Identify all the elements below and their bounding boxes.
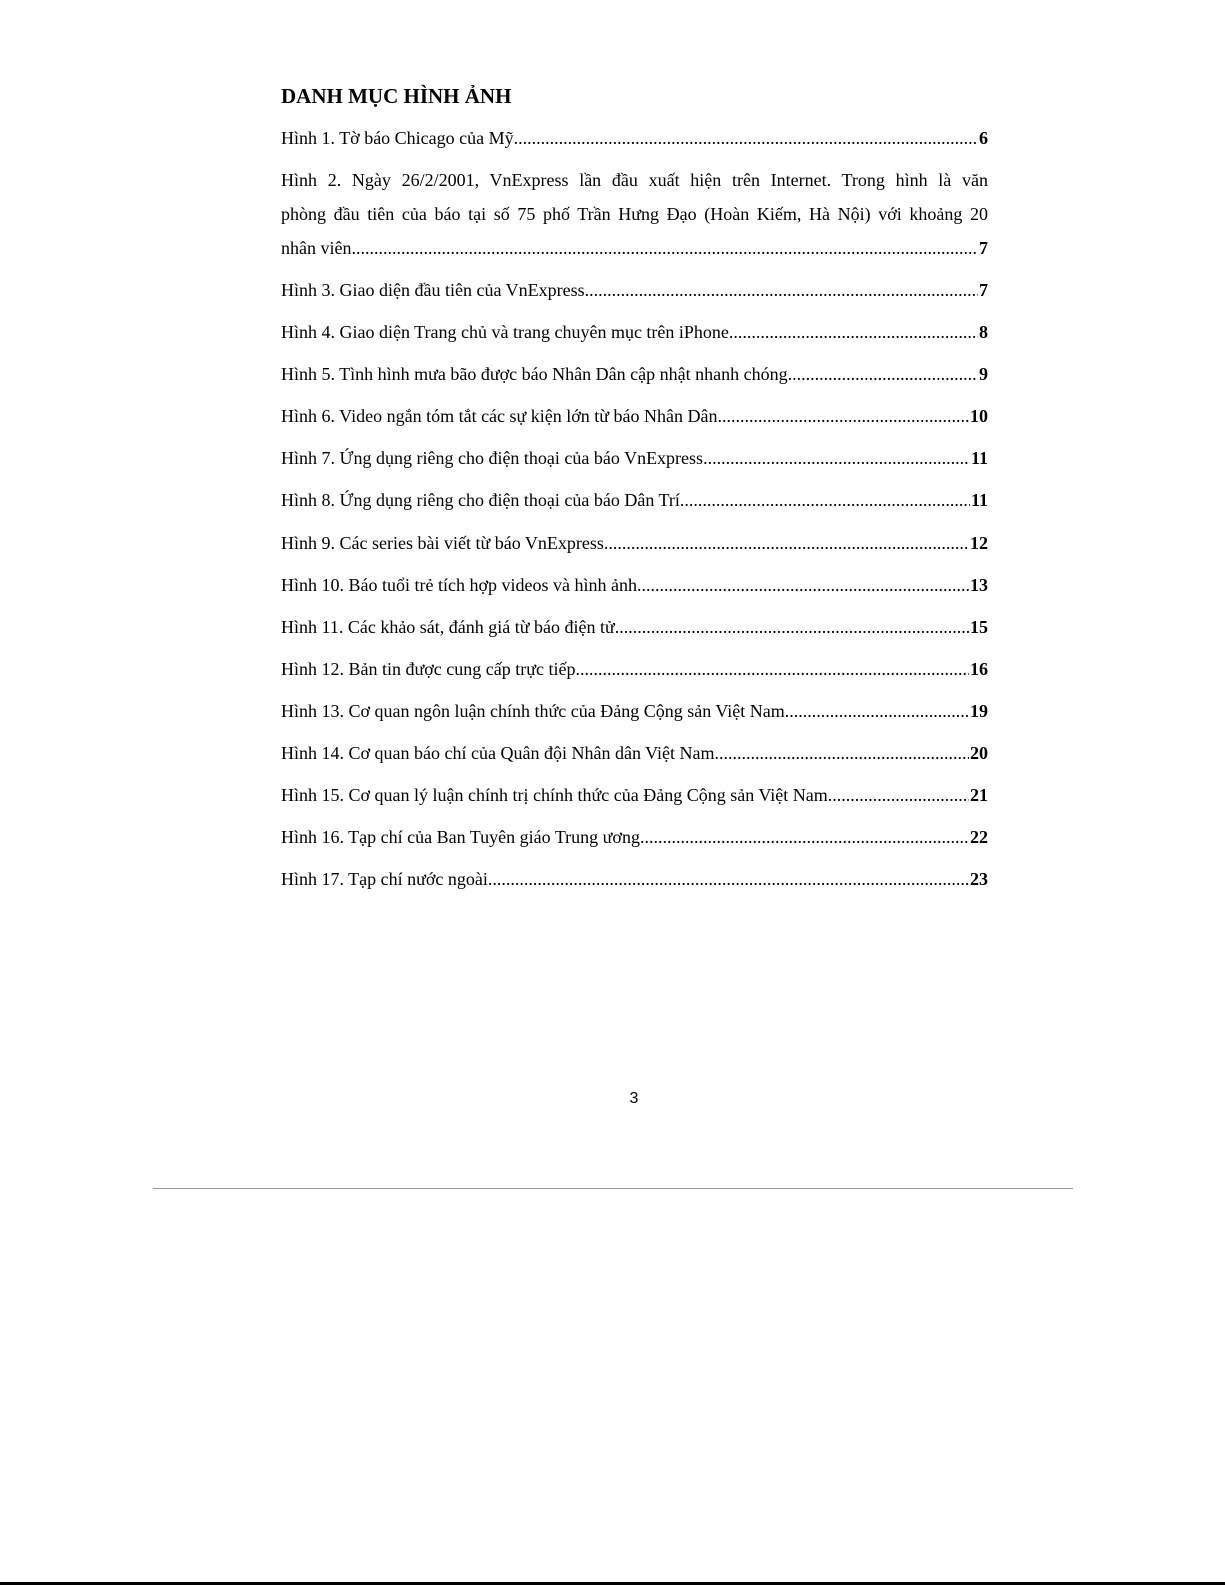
toc-entry-text: Hình 7. Ứng dụng riêng cho điện thoại của báo VnExpress xyxy=(281,448,704,469)
dot-leader xyxy=(680,484,970,518)
toc-entry-7[interactable] xyxy=(281,442,988,476)
toc-entry-page: 13 xyxy=(970,574,988,595)
dot-leader xyxy=(604,527,969,561)
toc-entry-text: Hình 3. Giao diện đầu tiên của VnExpress xyxy=(281,280,585,300)
toc-entry-page: 19 xyxy=(970,700,988,721)
toc-entry-text: Hình 1. Tờ báo Chicago của Mỹ xyxy=(281,128,514,148)
dot-leader xyxy=(585,274,978,308)
toc-entry-page: 22 xyxy=(970,827,988,848)
toc-entry-page: 7 xyxy=(979,237,988,258)
dot-leader xyxy=(640,821,969,855)
dot-leader xyxy=(788,358,978,392)
toc-entry-page: 20 xyxy=(970,743,988,764)
dot-leader xyxy=(785,695,969,729)
toc-entry-text: Hình 12. Bản tin được cung cấp trực tiếp xyxy=(281,658,576,679)
toc-entry-text: Hình 11. Các khảo sát, đánh giá từ báo điện tử xyxy=(281,616,615,637)
toc-entry-11[interactable] xyxy=(281,611,988,645)
toc-entry-page: 21 xyxy=(970,785,988,806)
page-title: DANH MỤC HÌNH ẢNH xyxy=(281,84,512,108)
toc-entry-text: Hình 9. Các series bài viết từ báo VnExpress xyxy=(281,532,604,553)
toc-entry-text: Hình 10. Báo tuổi trẻ tích hợp videos và hình ảnh xyxy=(281,574,637,595)
toc-entry-1[interactable] xyxy=(281,122,988,156)
toc-entry-8[interactable] xyxy=(281,484,988,518)
toc-entry-12[interactable] xyxy=(281,653,988,687)
toc-entry-text-line: Hình 2. Ngày 26/2/2001, VnExpress lần đầu xuất hiện trên Internet. Trong hình là văn xyxy=(281,170,988,191)
toc-entry-page: 15 xyxy=(970,616,988,637)
toc-entry-15[interactable] xyxy=(281,779,988,813)
toc-entry-text: Hình 14. Cơ quan báo chí của Quân đội Nhân dân Việt Nam xyxy=(281,743,715,764)
toc-entry-text: Hình 8. Ứng dụng riêng cho điện thoại của báo Dân Trí xyxy=(281,490,680,511)
toc-entry-13[interactable] xyxy=(281,695,988,729)
toc-entry-text: Hình 4. Giao diện Trang chủ và trang chuyên mục trên iPhone xyxy=(281,322,729,343)
toc-entry-page: 11 xyxy=(970,448,988,469)
dot-leader xyxy=(615,611,969,645)
dot-leader xyxy=(703,442,970,476)
toc-entry-page: 23 xyxy=(970,869,988,890)
toc-entry-16[interactable] xyxy=(281,821,988,855)
toc-entry-4[interactable] xyxy=(281,316,988,350)
toc-entry-text: Hình 15. Cơ quan lý luận chính trị chính thức của Đảng Cộng sản Việt Nam xyxy=(281,785,828,806)
page-break-divider xyxy=(153,1188,1073,1189)
toc-entry-page: 10 xyxy=(970,406,988,427)
toc-entry-page: 6 xyxy=(979,128,988,148)
toc-entry-9[interactable] xyxy=(281,527,988,561)
toc-entry-5[interactable] xyxy=(281,358,988,392)
toc-entry-text: Hình 6. Video ngắn tóm tắt các sự kiện lớn từ báo Nhân Dân xyxy=(281,406,718,427)
dot-leader xyxy=(637,569,969,603)
toc-entry-page: 16 xyxy=(970,658,988,679)
toc-entry-6[interactable] xyxy=(281,400,988,434)
toc-entry-14[interactable] xyxy=(281,737,988,771)
toc-entry-text: Hình 13. Cơ quan ngôn luận chính thức của Đảng Cộng sản Việt Nam xyxy=(281,700,785,721)
toc-entry-text-line: phòng đầu tiên của báo tại số 75 phố Trần Hưng Đạo (Hoàn Kiếm, Hà Nội) với khoảng 20 xyxy=(281,204,988,224)
dot-leader xyxy=(828,779,969,813)
dot-leader xyxy=(718,400,969,434)
dot-leader xyxy=(715,737,969,771)
table-of-figures xyxy=(281,122,988,905)
toc-entry-3[interactable] xyxy=(281,274,988,308)
toc-entry-page: 9 xyxy=(979,364,988,385)
toc-entry-text: Hình 5. Tình hình mưa bão được báo Nhân Dân cập nhật nhanh chóng xyxy=(281,364,788,385)
page-number: 3 xyxy=(629,1090,639,1107)
dot-leader xyxy=(488,863,969,897)
toc-entry-17[interactable] xyxy=(281,863,988,897)
dot-leader xyxy=(729,316,978,350)
toc-entry-2[interactable] xyxy=(281,164,988,266)
dot-leader xyxy=(575,653,969,687)
toc-entry-10[interactable] xyxy=(281,569,988,603)
toc-entry-page: 8 xyxy=(979,322,988,343)
dot-leader xyxy=(514,122,978,156)
toc-entry-page: 12 xyxy=(970,532,988,553)
toc-entry-page: 11 xyxy=(970,490,988,511)
toc-entry-text: Hình 16. Tạp chí của Ban Tuyên giáo Trung ương xyxy=(281,827,640,848)
toc-entry-text: nhân viên. xyxy=(281,237,356,258)
toc-entry-text: Hình 17. Tạp chí nước ngoài xyxy=(281,869,488,890)
toc-entry-page: 7 xyxy=(979,280,988,300)
dot-leader xyxy=(356,232,978,266)
